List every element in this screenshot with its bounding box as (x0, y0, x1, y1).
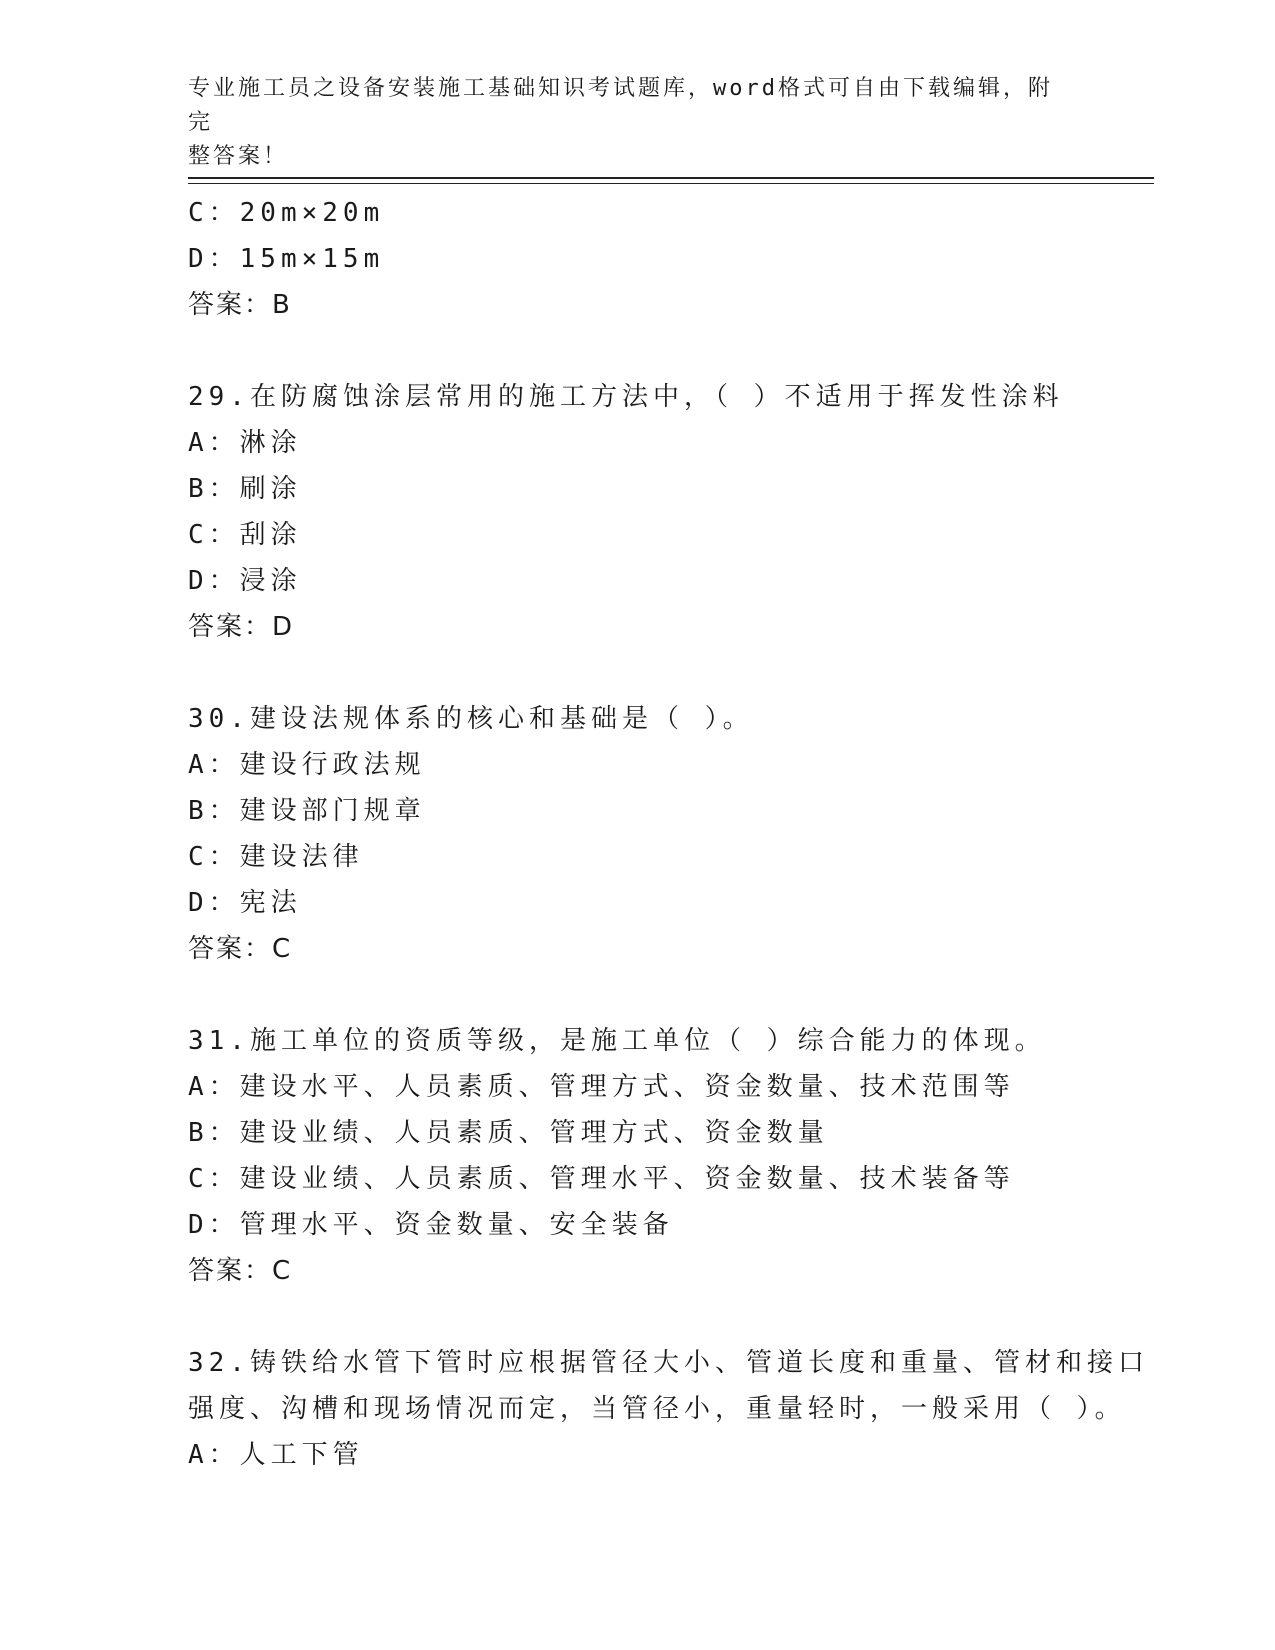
option-d: D：15m×15m (188, 244, 385, 274)
question-list (188, 190, 1149, 1478)
option-b: B：刷涂 (188, 474, 302, 504)
header-title-line-2: 整答案！ (188, 144, 289, 169)
header-title-line-1: 专业施工员之设备安装施工基础知识考试题库，word格式可自由下载编辑，附完 (188, 76, 1053, 135)
option-d: D：管理水平、资金数量、安全装备 (188, 1210, 674, 1240)
option-c: C：建设业绩、人员素质、管理水平、资金数量、技术装备等 (188, 1164, 1015, 1194)
option-a: A：建设行政法规 (188, 750, 426, 780)
question-31 (188, 1018, 1108, 1294)
spacer (188, 328, 1108, 374)
option-a: A：建设水平、人员素质、管理方式、资金数量、技术范围等 (188, 1072, 1015, 1102)
answer-line: 答案：C (188, 934, 293, 964)
question-28-continued (188, 190, 1108, 328)
option-a: A：淋涂 (188, 428, 302, 458)
answer-line: 答案：D (188, 612, 295, 642)
spacer (188, 972, 1108, 1018)
spacer (188, 1294, 1108, 1340)
option-c: C：建设法律 (188, 842, 364, 872)
question-title-line-1: 32.铸铁给水管下管时应根据管径大小、管道长度和重量、管材和接口 (188, 1348, 1149, 1378)
question-title: 31.施工单位的资质等级，是施工单位（ ）综合能力的体现。 (188, 1026, 1046, 1056)
option-b: B：建设部门规章 (188, 796, 426, 826)
document-header (188, 72, 1068, 174)
option-c: C：刮涂 (188, 520, 302, 550)
question-title-line-2: 强度、沟槽和现场情况而定，当管径小，重量轻时，一般采用（ ）。 (188, 1394, 1126, 1424)
option-d: D：浸涂 (188, 566, 302, 596)
option-b: B：建设业绩、人员素质、管理方式、资金数量 (188, 1118, 829, 1148)
question-29 (188, 374, 1108, 650)
header-divider-thick (188, 177, 1154, 179)
header-divider-thin (188, 183, 1154, 184)
question-32 (188, 1340, 1149, 1478)
question-title: 30.建设法规体系的核心和基础是（ ）。 (188, 704, 754, 734)
question-30 (188, 696, 1108, 972)
option-c: C：20m×20m (188, 198, 385, 228)
option-a: A：人工下管 (188, 1440, 364, 1470)
answer-line: 答案：B (188, 290, 292, 320)
spacer (188, 650, 1108, 696)
option-d: D：宪法 (188, 888, 302, 918)
answer-line: 答案：C (188, 1256, 293, 1286)
question-title: 29.在防腐蚀涂层常用的施工方法中，（ ）不适用于挥发性涂料 (188, 382, 1064, 412)
